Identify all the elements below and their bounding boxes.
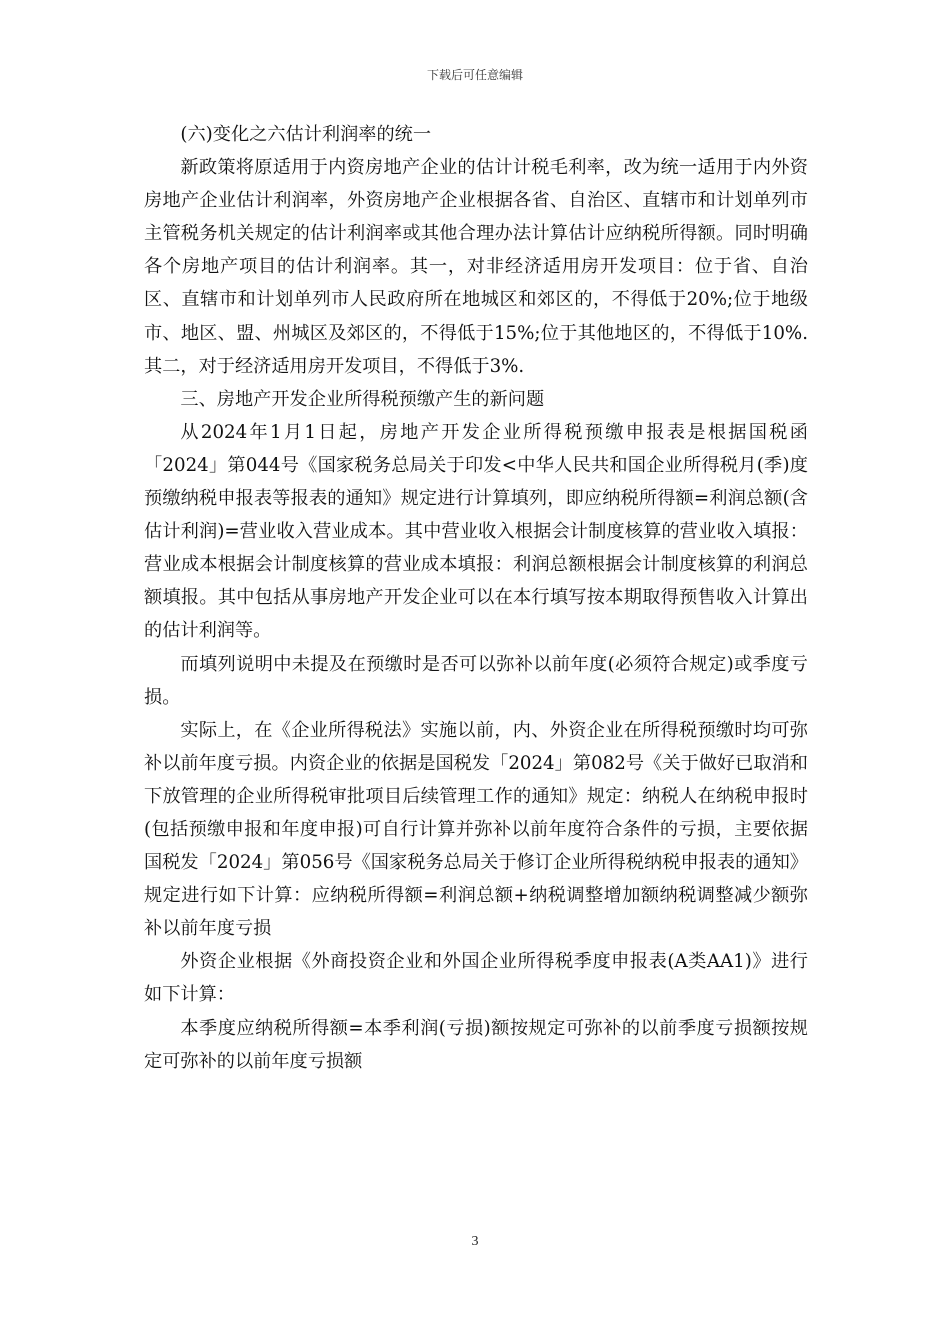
paragraph: 实际上，在《企业所得税法》实施以前，内、外资企业在所得税预缴时均可弥补以前年度亏损。内资企业的依据是国税发「2024」第082号《关于做好已取消和下放管理的企业所得税审批项目后续管理工作的通知》规定：纳税人在纳税申报时(包括预缴申报和年度申报)可自行计算并弥补以前年度符合条件的亏损，主要依据国税发「2024」第056号《国家税务总局关于修订企业所得税纳税申报表的通知》规定进行如下计算：应纳税所得额=利润总额+纳税调整增加额纳税调整减少额弥补以前年度亏损 (144, 719, 808, 940)
paragraph: 新政策将原适用于内资房地产企业的估计计税毛利率，改为统一适用于内外资房地产企业估计利润率，外资房地产企业根据各省、自治区、直辖市和计划单列市主管税务机关规定的估计利润率或其他合理办法计算估计应纳税所得额。同时明确各个房地产项目的估计利润率。其一，对非经济适用房开发项目：位于省、自治区、直辖市和计划单列市人民政府所在地城区和郊区的，不得低于20%;位于地级市、地区、盟、州城区及郊区的，不得低于15%;位于其他地区的，不得低于10%.其二，对于经济适用房开发项目，不得低于3%. (144, 157, 808, 377)
section-heading: 三、房地产开发企业所得税预缴产生的新问题 (180, 388, 545, 410)
section-heading: (六)变化之六估计利润率的统一 (180, 124, 432, 145)
page-header: 下载后可任意编辑 (426, 68, 523, 82)
paragraph: 外资企业根据《外商投资企业和外国企业所得税季度申报表(A类AA1)》进行如下计算： (144, 951, 808, 1006)
paragraph: 从2024年1月1日起，房地产开发企业所得税预缴申报表是根据国税函「2024」第044号《国家税务总局关于印发<中华人民共和国企业所得税月(季)度预缴纳税申报表等报表的通知》规定进行计算填列，即应纳税所得额=利润总额(含估计利润)=营业收入营业成本。其中营业收入根据会计制度核算的营业收入填报：营业成本根据会计制度核算的营业成本填报：利润总额根据会计制度核算的利润总额填报。其中包括从事房地产开发企业可以在本行填写按本期取得预售收入计算出的估计利润等。 (144, 421, 808, 642)
page-number: 3 (471, 1234, 479, 1249)
document-body (144, 118, 808, 1078)
paragraph: 本季度应纳税所得额=本季利润(亏损)额按规定可弥补的以前季度亏损额按规定可弥补的以前年度亏损额 (144, 1017, 808, 1072)
paragraph: 而填列说明中未提及在预缴时是否可以弥补以前年度(必须符合规定)或季度亏损。 (144, 653, 808, 708)
